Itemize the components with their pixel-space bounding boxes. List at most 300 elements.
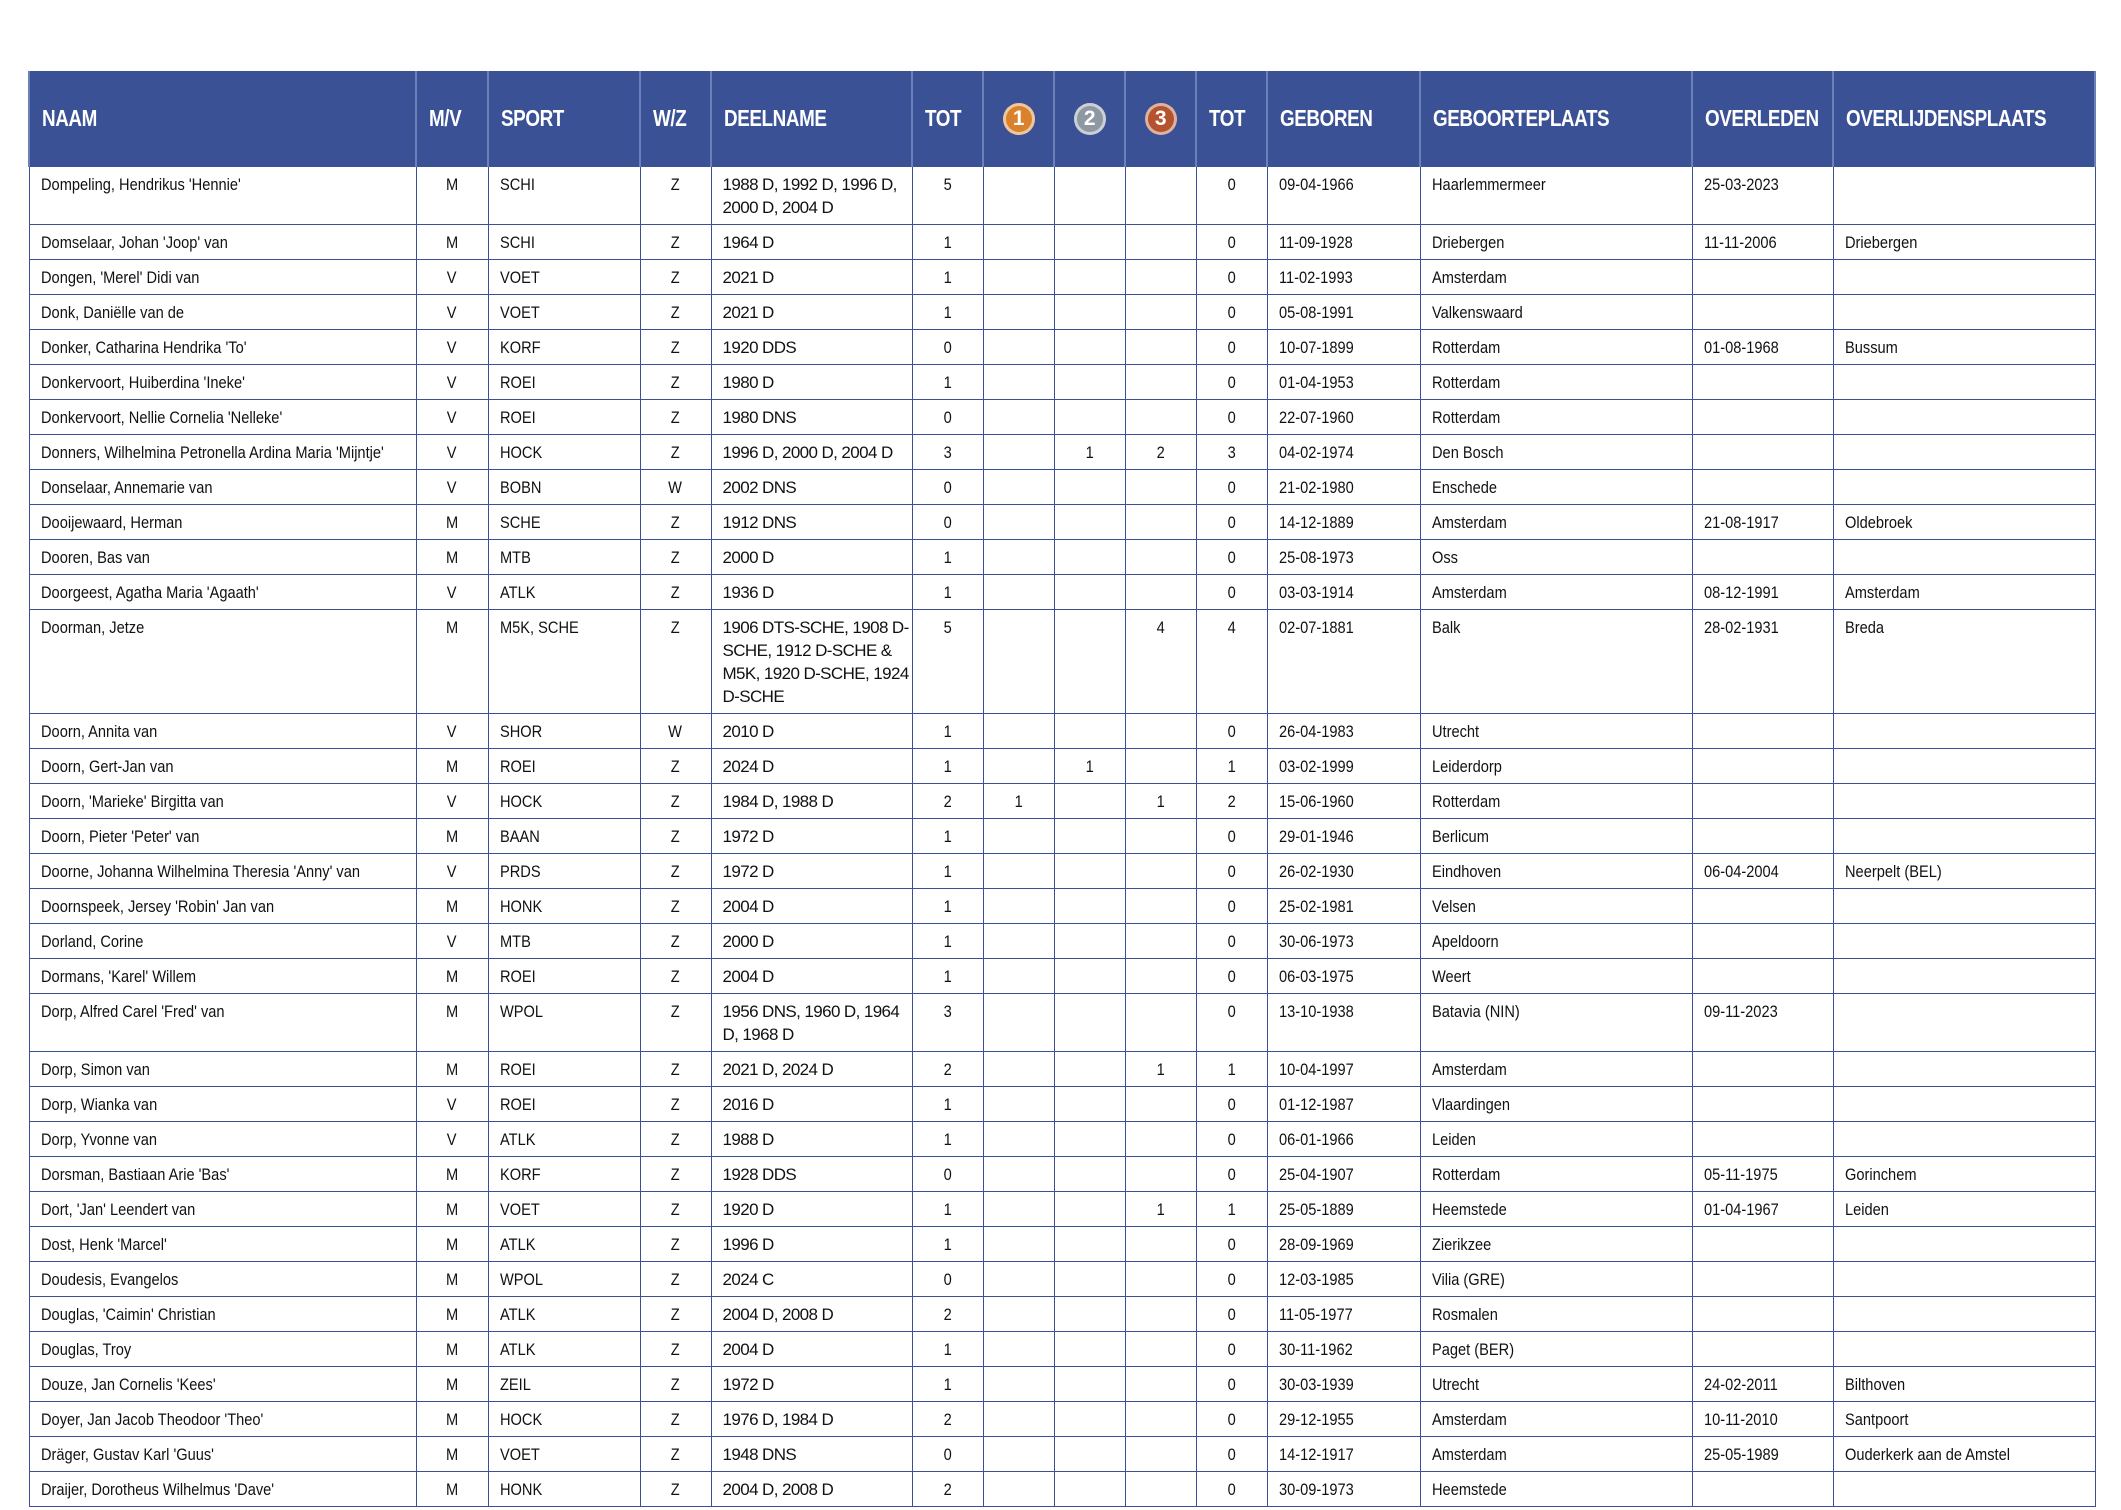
cell-overleden: [1692, 959, 1833, 994]
cell-tot-medals: [1196, 435, 1267, 470]
col-header-geboren: GEBOREN: [1267, 71, 1420, 167]
cell-wz: [640, 225, 711, 260]
cell-deelname: [711, 959, 912, 994]
cell-tot-deelname-text: 1: [943, 1095, 952, 1114]
cell-geboren-text: 10-04-1997: [1278, 1060, 1354, 1079]
table-row: [29, 400, 2095, 435]
cell-overlijdensplaats: [1833, 819, 2095, 854]
cell-naam-text: Dorsman, Bastiaan Arie 'Bas': [40, 1165, 229, 1184]
cell-geboren: [1267, 1472, 1420, 1507]
cell-sport-text: WPOL: [499, 1270, 543, 1289]
cell-overleden: [1692, 1122, 1833, 1157]
cell-mv-text: V: [447, 478, 457, 497]
cell-sport: [488, 1402, 640, 1437]
cell-tot-deelname-text: 0: [943, 408, 952, 427]
cell-bronze: [1125, 295, 1196, 330]
cell-tot-medals-text: 0: [1227, 303, 1236, 322]
cell-geboren-text: 02-07-1881: [1278, 618, 1354, 637]
cell-mv: [416, 854, 488, 889]
table-row: [29, 1052, 2095, 1087]
cell-geboren: [1267, 749, 1420, 784]
cell-geboren: [1267, 575, 1420, 610]
cell-geboorteplaats: [1420, 225, 1692, 260]
cell-deelname-text: 2004 D, 2008 D: [722, 1305, 834, 1324]
cell-geboren: [1267, 225, 1420, 260]
cell-tot-deelname-text: 1: [943, 268, 952, 287]
table-row: [29, 749, 2095, 784]
cell-overleden: [1692, 365, 1833, 400]
cell-naam: [29, 959, 416, 994]
cell-bronze-text: 2: [1156, 443, 1165, 462]
cell-wz: [640, 1262, 711, 1297]
cell-wz: [640, 1157, 711, 1192]
cell-tot-medals-text: 0: [1227, 1340, 1236, 1359]
cell-sport-text: HONK: [499, 897, 542, 916]
cell-wz: [640, 505, 711, 540]
cell-geboorteplaats: [1420, 1332, 1692, 1367]
cell-overlijdensplaats: [1833, 610, 2095, 714]
cell-deelname-text: 1920 DDS: [722, 338, 797, 357]
cell-gold: [983, 749, 1054, 784]
cell-deelname: [711, 330, 912, 365]
cell-deelname: [711, 435, 912, 470]
cell-geboren: [1267, 784, 1420, 819]
cell-sport: [488, 1332, 640, 1367]
cell-overlijdensplaats-text: Bilthoven: [1844, 1375, 1905, 1394]
cell-tot-medals-text: 0: [1227, 827, 1236, 846]
cell-mv-text: M: [445, 618, 459, 637]
cell-wz-text: Z: [671, 1445, 680, 1464]
cell-geboorteplaats: [1420, 749, 1692, 784]
cell-tot-deelname-text: 0: [943, 478, 952, 497]
cell-gold: [983, 994, 1054, 1052]
cell-overleden-text: 24-02-2011: [1703, 1375, 1778, 1394]
table-row: [29, 1437, 2095, 1472]
cell-tot-deelname-text: 2: [943, 1060, 952, 1079]
cell-wz: [640, 1402, 711, 1437]
cell-naam: [29, 435, 416, 470]
cell-overleden: [1692, 225, 1833, 260]
cell-mv: [416, 1402, 488, 1437]
cell-sport-text: BAAN: [499, 827, 540, 846]
cell-tot-medals: [1196, 819, 1267, 854]
cell-mv-text: M: [445, 897, 459, 916]
cell-geboren-text: 11-09-1928: [1278, 233, 1353, 252]
cell-overlijdensplaats-text: Driebergen: [1844, 233, 1917, 252]
cell-tot-deelname-text: 0: [943, 1445, 952, 1464]
cell-tot-deelname-text: 1: [943, 757, 952, 776]
cell-wz: [640, 1227, 711, 1262]
cell-tot-medals: [1196, 1052, 1267, 1087]
cell-wz-text: Z: [671, 268, 680, 287]
gold-medal-icon: 1: [1003, 103, 1035, 135]
cell-overleden: [1692, 819, 1833, 854]
cell-overleden: [1692, 260, 1833, 295]
cell-geboorteplaats: [1420, 1367, 1692, 1402]
cell-sport-text: MTB: [499, 932, 531, 951]
cell-wz-text: Z: [671, 1235, 680, 1254]
cell-deelname-text: 2021 D: [722, 268, 774, 287]
cell-geboren-text: 30-09-1973: [1278, 1480, 1354, 1499]
cell-tot-medals-text: 0: [1227, 1375, 1236, 1394]
cell-tot-medals: [1196, 167, 1267, 225]
cell-deelname-text: 1980 D: [722, 373, 774, 392]
cell-sport: [488, 994, 640, 1052]
cell-deelname: [711, 1367, 912, 1402]
cell-wz: [640, 1437, 711, 1472]
cell-deelname-text: 2016 D: [722, 1095, 774, 1114]
cell-sport: [488, 167, 640, 225]
cell-tot-medals-text: 1: [1227, 757, 1236, 776]
cell-sport-text: ROEI: [499, 373, 536, 392]
cell-tot-medals: [1196, 1437, 1267, 1472]
cell-naam-text: Donk, Daniëlle van de: [40, 303, 184, 322]
cell-tot-deelname: [912, 784, 983, 819]
cell-mv: [416, 819, 488, 854]
cell-sport-text: ROEI: [499, 1060, 536, 1079]
cell-sport: [488, 1472, 640, 1507]
cell-geboren: [1267, 1297, 1420, 1332]
cell-naam-text: Douglas, Troy: [40, 1340, 131, 1359]
cell-overlijdensplaats: [1833, 1192, 2095, 1227]
cell-geboren: [1267, 610, 1420, 714]
cell-mv-text: M: [445, 1305, 459, 1324]
cell-bronze: [1125, 1332, 1196, 1367]
cell-wz-text: Z: [671, 1340, 680, 1359]
cell-silver: [1054, 295, 1125, 330]
cell-mv: [416, 365, 488, 400]
cell-naam-text: Doorn, Gert-Jan van: [40, 757, 173, 776]
cell-gold: [983, 1437, 1054, 1472]
cell-bronze: [1125, 1087, 1196, 1122]
cell-mv-text: M: [445, 1165, 459, 1184]
table-row: [29, 1402, 2095, 1437]
cell-overlijdensplaats: [1833, 1262, 2095, 1297]
cell-tot-medals: [1196, 784, 1267, 819]
table-body: [29, 167, 2095, 1507]
cell-bronze: [1125, 435, 1196, 470]
cell-geboren-text: 03-02-1999: [1278, 757, 1354, 776]
cell-wz-text: W: [668, 722, 683, 741]
table-row: [29, 994, 2095, 1052]
table-row: [29, 1367, 2095, 1402]
cell-mv-text: V: [447, 932, 457, 951]
cell-mv-text: M: [445, 175, 459, 194]
cell-overleden: [1692, 749, 1833, 784]
cell-wz: [640, 819, 711, 854]
cell-bronze: [1125, 994, 1196, 1052]
cell-mv-text: M: [445, 827, 459, 846]
cell-overleden: [1692, 714, 1833, 749]
cell-geboren-text: 21-02-1980: [1278, 478, 1354, 497]
cell-naam-text: Dort, 'Jan' Leendert van: [40, 1200, 195, 1219]
cell-geboorteplaats: [1420, 889, 1692, 924]
cell-bronze: [1125, 714, 1196, 749]
cell-deelname: [711, 1122, 912, 1157]
cell-deelname-text: 1920 D: [722, 1200, 774, 1219]
cell-tot-medals-text: 0: [1227, 1130, 1236, 1149]
col-header-overleden: OVERLEDEN: [1692, 71, 1833, 167]
cell-tot-medals-text: 0: [1227, 583, 1236, 602]
cell-overlijdensplaats: [1833, 749, 2095, 784]
cell-geboren-text: 29-12-1955: [1278, 1410, 1354, 1429]
cell-overlijdensplaats: [1833, 994, 2095, 1052]
cell-geboren-text: 11-05-1977: [1278, 1305, 1353, 1324]
cell-tot-deelname-text: 1: [943, 1375, 952, 1394]
table-header: [29, 71, 2095, 167]
cell-mv: [416, 784, 488, 819]
cell-geboorteplaats-text: Haarlemmermeer: [1431, 175, 1546, 194]
cell-tot-deelname-text: 2: [943, 792, 952, 811]
cell-naam: [29, 540, 416, 575]
cell-naam-text: Dorp, Wianka van: [40, 1095, 157, 1114]
cell-sport-text: PRDS: [499, 862, 541, 881]
cell-naam: [29, 470, 416, 505]
cell-naam-text: Draijer, Dorotheus Wilhelmus 'Dave': [40, 1480, 274, 1499]
cell-wz: [640, 1332, 711, 1367]
table-row: [29, 784, 2095, 819]
cell-tot-deelname-text: 1: [943, 1340, 952, 1359]
cell-wz: [640, 994, 711, 1052]
cell-naam: [29, 1262, 416, 1297]
cell-naam: [29, 260, 416, 295]
cell-silver: [1054, 1192, 1125, 1227]
cell-geboren-text: 06-03-1975: [1278, 967, 1354, 986]
cell-geboren: [1267, 540, 1420, 575]
cell-naam-text: Doorn, 'Marieke' Birgitta van: [40, 792, 224, 811]
cell-sport: [488, 1297, 640, 1332]
cell-wz: [640, 365, 711, 400]
cell-overleden: [1692, 1402, 1833, 1437]
cell-naam-text: Doorn, Pieter 'Peter' van: [40, 827, 199, 846]
cell-silver: [1054, 365, 1125, 400]
cell-wz: [640, 889, 711, 924]
cell-overleden: [1692, 1367, 1833, 1402]
cell-sport-text: VOET: [499, 268, 540, 287]
cell-gold: [983, 1157, 1054, 1192]
cell-tot-deelname-text: 1: [943, 862, 952, 881]
cell-deelname-text: 1996 D: [722, 1235, 774, 1254]
cell-geboorteplaats-text: Rotterdam: [1431, 338, 1500, 357]
cell-deelname: [711, 505, 912, 540]
cell-tot-medals-text: 0: [1227, 1480, 1236, 1499]
cell-tot-medals: [1196, 924, 1267, 959]
cell-wz-text: Z: [671, 1060, 680, 1079]
cell-tot-medals-text: 0: [1227, 1410, 1236, 1429]
cell-bronze-text: 1: [1156, 1060, 1165, 1079]
cell-tot-medals: [1196, 330, 1267, 365]
cell-deelname: [711, 225, 912, 260]
cell-overleden-text: 21-08-1917: [1703, 513, 1779, 532]
cell-tot-medals-text: 0: [1227, 233, 1236, 252]
cell-tot-medals: [1196, 1367, 1267, 1402]
cell-overleden-text: 10-11-2010: [1703, 1410, 1778, 1429]
cell-overlijdensplaats-text: Santpoort: [1844, 1410, 1908, 1429]
cell-mv-text: V: [447, 792, 457, 811]
cell-deelname: [711, 400, 912, 435]
cell-naam-text: Dorp, Alfred Carel 'Fred' van: [40, 1002, 225, 1021]
cell-tot-medals: [1196, 1472, 1267, 1507]
table-row: [29, 1157, 2095, 1192]
table-row: [29, 505, 2095, 540]
cell-naam: [29, 295, 416, 330]
cell-deelname-text: 2002 DNS: [722, 478, 797, 497]
cell-geboorteplaats: [1420, 1437, 1692, 1472]
cell-bronze: [1125, 784, 1196, 819]
cell-overlijdensplaats: [1833, 1367, 2095, 1402]
cell-naam-text: Douze, Jan Cornelis 'Kees': [40, 1375, 216, 1394]
cell-wz: [640, 1052, 711, 1087]
cell-silver: [1054, 924, 1125, 959]
cell-gold: [983, 1402, 1054, 1437]
cell-wz: [640, 959, 711, 994]
cell-naam: [29, 610, 416, 714]
cell-overlijdensplaats: [1833, 225, 2095, 260]
cell-sport: [488, 400, 640, 435]
cell-tot-deelname-text: 0: [943, 513, 952, 532]
cell-geboorteplaats-text: Velsen: [1431, 897, 1476, 916]
cell-bronze: [1125, 260, 1196, 295]
cell-geboorteplaats: [1420, 1227, 1692, 1262]
cell-mv-text: M: [445, 1002, 459, 1021]
table-row: [29, 924, 2095, 959]
cell-deelname-text: 2024 C: [722, 1270, 774, 1289]
cell-sport-text: ZEIL: [499, 1375, 531, 1394]
cell-deelname: [711, 1052, 912, 1087]
cell-naam-text: Donker, Catharina Hendrika 'To': [40, 338, 246, 357]
cell-geboren-text: 09-04-1966: [1278, 175, 1354, 194]
cell-sport-text: ROEI: [499, 757, 536, 776]
cell-wz: [640, 400, 711, 435]
cell-naam-text: Doornspeek, Jersey 'Robin' Jan van: [40, 897, 274, 916]
cell-tot-medals-text: 1: [1227, 1060, 1236, 1079]
cell-mv-text: V: [447, 338, 457, 357]
cell-naam: [29, 714, 416, 749]
cell-geboorteplaats: [1420, 959, 1692, 994]
cell-bronze: [1125, 1437, 1196, 1472]
table-row: [29, 714, 2095, 749]
cell-sport: [488, 470, 640, 505]
cell-bronze: [1125, 1227, 1196, 1262]
cell-silver: [1054, 435, 1125, 470]
cell-naam: [29, 1227, 416, 1262]
cell-overleden-text: 01-08-1968: [1703, 338, 1779, 357]
cell-deelname-text: 1964 D: [722, 233, 774, 252]
cell-wz: [640, 610, 711, 714]
cell-sport-text: HONK: [499, 1480, 542, 1499]
cell-wz: [640, 784, 711, 819]
cell-tot-deelname: [912, 575, 983, 610]
cell-geboren-text: 12-03-1985: [1278, 1270, 1354, 1289]
cell-naam: [29, 1367, 416, 1402]
cell-geboorteplaats: [1420, 167, 1692, 225]
cell-geboorteplaats: [1420, 435, 1692, 470]
cell-tot-deelname-text: 1: [943, 1130, 952, 1149]
cell-tot-medals: [1196, 400, 1267, 435]
cell-tot-medals-text: 0: [1227, 268, 1236, 287]
cell-deelname-text: 1972 D: [722, 1375, 774, 1394]
cell-tot-medals: [1196, 714, 1267, 749]
cell-wz: [640, 330, 711, 365]
cell-deelname-text: 2024 D: [722, 757, 774, 776]
cell-tot-deelname: [912, 854, 983, 889]
cell-geboren: [1267, 330, 1420, 365]
cell-naam: [29, 1472, 416, 1507]
cell-deelname-text: 2004 D: [722, 967, 774, 986]
cell-tot-deelname: [912, 167, 983, 225]
cell-tot-deelname-text: 1: [943, 967, 952, 986]
cell-naam: [29, 575, 416, 610]
cell-geboren: [1267, 854, 1420, 889]
cell-geboren: [1267, 260, 1420, 295]
cell-sport: [488, 749, 640, 784]
cell-tot-medals-text: 0: [1227, 1165, 1236, 1184]
cell-overlijdensplaats: [1833, 1157, 2095, 1192]
cell-tot-deelname: [912, 365, 983, 400]
cell-tot-medals: [1196, 575, 1267, 610]
cell-mv: [416, 295, 488, 330]
cell-tot-medals: [1196, 260, 1267, 295]
col-header-deelname: DEELNAME: [711, 71, 912, 167]
cell-silver: [1054, 167, 1125, 225]
cell-geboren-text: 25-05-1889: [1278, 1200, 1354, 1219]
cell-sport: [488, 1122, 640, 1157]
cell-naam-text: Dooren, Bas van: [40, 548, 150, 567]
cell-naam-text: Douglas, 'Caimin' Christian: [40, 1305, 216, 1324]
cell-sport: [488, 225, 640, 260]
cell-gold: [983, 167, 1054, 225]
cell-mv: [416, 1437, 488, 1472]
cell-silver: [1054, 819, 1125, 854]
cell-gold: [983, 1052, 1054, 1087]
cell-deelname: [711, 260, 912, 295]
cell-geboorteplaats: [1420, 540, 1692, 575]
cell-bronze: [1125, 610, 1196, 714]
cell-tot-deelname: [912, 1437, 983, 1472]
cell-overlijdensplaats: [1833, 505, 2095, 540]
cell-tot-medals-text: 4: [1227, 618, 1236, 637]
cell-wz: [640, 749, 711, 784]
cell-naam-text: Donners, Wilhelmina Petronella Ardina Maria 'Mijntje': [40, 443, 384, 462]
cell-sport-text: SCHE: [499, 513, 541, 532]
cell-geboorteplaats-text: Valkenswaard: [1431, 303, 1523, 322]
cell-mv-text: V: [447, 408, 457, 427]
cell-deelname-text: 2010 D: [722, 722, 774, 741]
cell-gold: [983, 1227, 1054, 1262]
cell-tot-medals-text: 0: [1227, 967, 1236, 986]
cell-geboorteplaats: [1420, 400, 1692, 435]
cell-bronze: [1125, 924, 1196, 959]
cell-overleden: [1692, 1472, 1833, 1507]
cell-tot-medals-text: 0: [1227, 1445, 1236, 1464]
cell-geboren-text: 25-08-1973: [1278, 548, 1354, 567]
cell-sport-text: HOCK: [499, 792, 542, 811]
cell-overlijdensplaats: [1833, 854, 2095, 889]
cell-bronze: [1125, 1192, 1196, 1227]
cell-mv: [416, 994, 488, 1052]
table-row: [29, 1087, 2095, 1122]
cell-overleden-text: 25-05-1989: [1703, 1445, 1779, 1464]
cell-bronze: [1125, 1297, 1196, 1332]
cell-sport: [488, 714, 640, 749]
cell-naam-text: Dost, Henk 'Marcel': [40, 1235, 167, 1254]
cell-geboren-text: 05-08-1991: [1278, 303, 1354, 322]
cell-tot-deelname-text: 1: [943, 1235, 952, 1254]
cell-naam-text: Donkervoort, Nellie Cornelia 'Nelleke': [40, 408, 282, 427]
cell-tot-medals: [1196, 295, 1267, 330]
cell-overleden: [1692, 784, 1833, 819]
cell-tot-deelname: [912, 1227, 983, 1262]
